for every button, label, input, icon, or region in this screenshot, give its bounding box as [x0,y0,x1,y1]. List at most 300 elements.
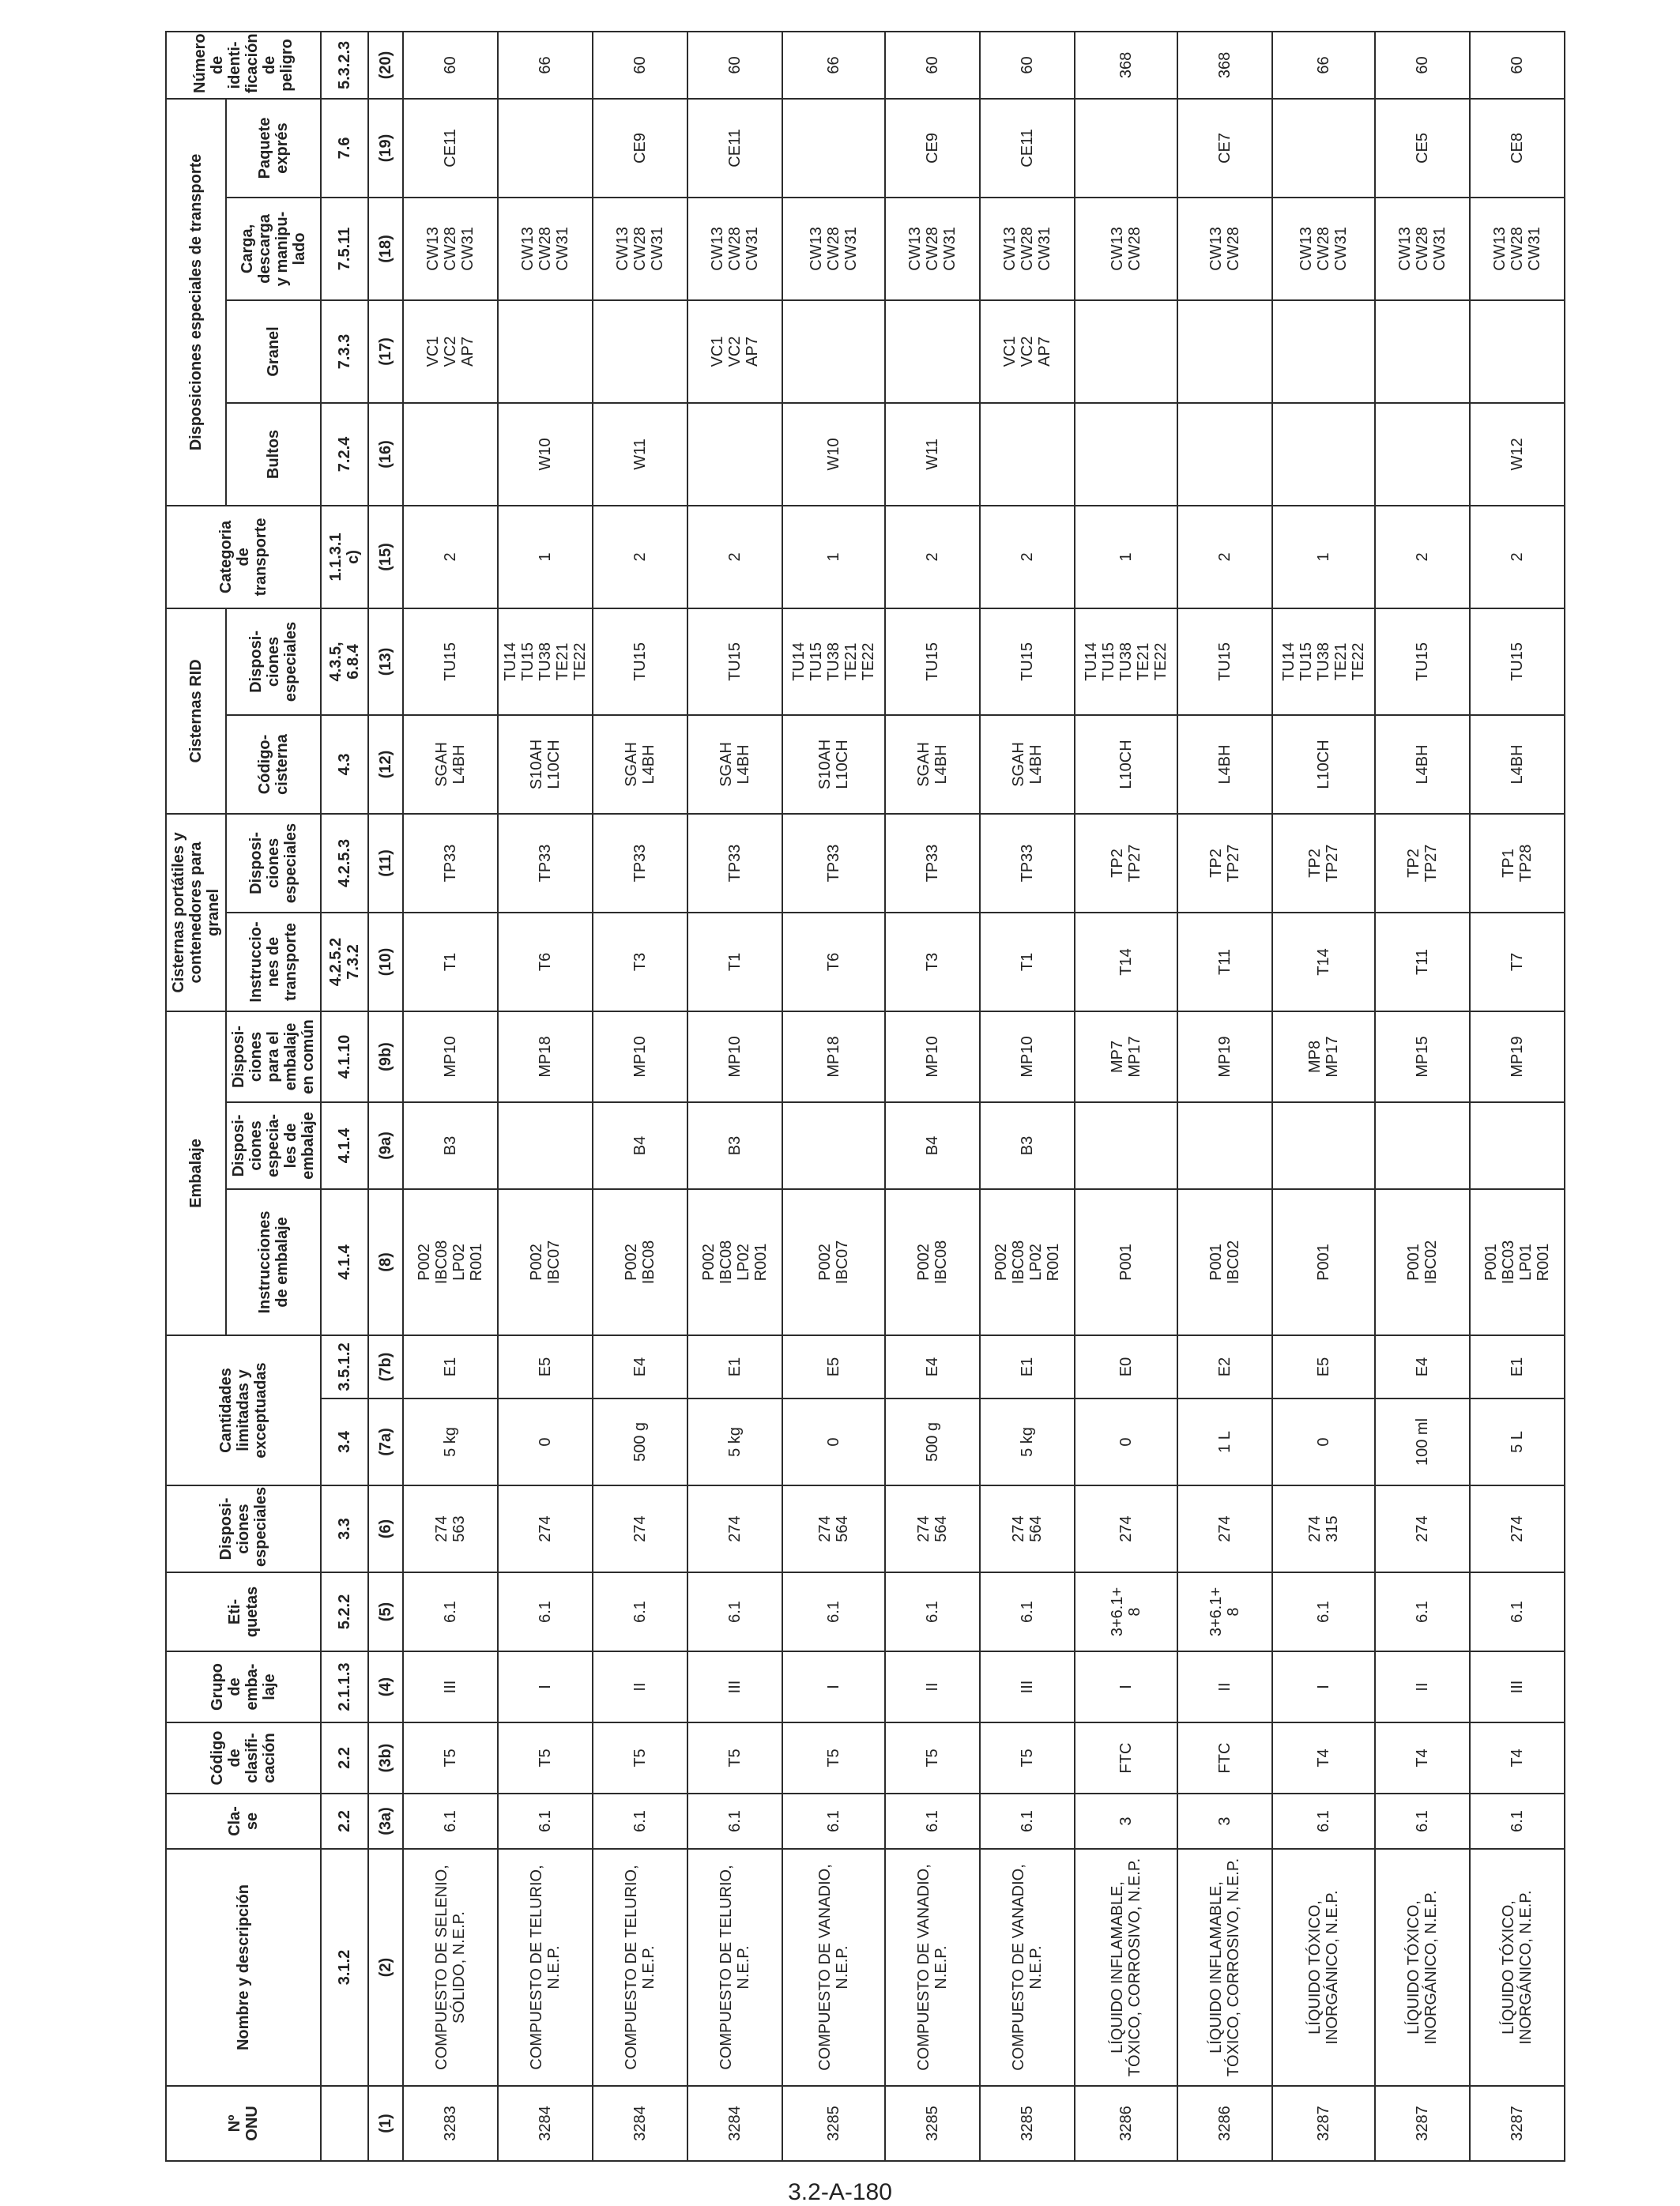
cell-portable-tank-provisions: TP2 TP27 [1272,814,1375,913]
header-un-number: Nº ONU [166,2086,321,2161]
cell-packages [1272,403,1375,506]
cell-tank-code: SGAH L4BH [403,715,498,814]
ref-row-excepted-quantity: 3.5.1.2 [321,1335,368,1399]
cell-limited-quantity: 5 L [1470,1399,1565,1485]
header-labels: Eti- quetas [166,1572,321,1651]
ref-row-un-number [321,2086,368,2161]
column-number-row-name: (2) [368,1849,403,2086]
header-packages: Bultos [226,403,321,506]
cell-class: 6.1 [687,1794,782,1849]
cell-loading-unloading: CW13 CW28 CW31 [687,198,782,300]
cell-packing-group: III [403,1651,498,1722]
cell-class: 6.1 [980,1794,1075,1849]
cell-transport-category: 1 [1272,506,1375,608]
dangerous-goods-table [165,31,1565,2162]
cell-bulk [885,300,980,403]
column-number-row-bulk: (17) [368,300,403,403]
cell-bulk [782,300,885,403]
cell-packing-instructions: P001 IBC02 [1177,1189,1272,1335]
cell-limited-quantity: 0 [782,1399,885,1485]
cell-hazard-number: 66 [498,32,593,99]
cell-labels: 6.1 [782,1572,885,1651]
cell-special-packing-provisions [498,1102,593,1189]
cell-packing-instructions: P002 IBC08 LP02 R001 [403,1189,498,1335]
cell-class: 3 [1177,1794,1272,1849]
cell-portable-tank-provisions: TP2 TP27 [1075,814,1177,913]
column-number-row-limited-quantity: (7a) [368,1399,403,1485]
cell-labels: 6.1 [980,1572,1075,1651]
cell-packing-group: II [1375,1651,1470,1722]
cell-name: LÍQUIDO TÓXICO, INORGÁNICO, N.E.P. [1375,1849,1470,2086]
cell-special-packing-provisions [1075,1102,1177,1189]
cell-classification-code: T5 [980,1722,1075,1794]
cell-name: LÍQUIDO TÓXICO, INORGÁNICO, N.E.P. [1272,1849,1375,2086]
cell-excepted-quantity: E5 [1272,1335,1375,1399]
cell-name: LÍQUIDO TÓXICO, INORGÁNICO, N.E.P. [1470,1849,1565,2086]
cell-labels: 6.1 [1375,1572,1470,1651]
table-row [1470,32,1565,2161]
cell-packing-instructions: P001 IBC02 [1375,1189,1470,1335]
ref-row-hazard-number: 5.3.2.3 [321,32,368,99]
cell-tank-code: S10AH L10CH [782,715,885,814]
cell-bulk [1470,300,1565,403]
header-packaging: Embalaje [166,1011,226,1335]
ref-row-tank-code: 4.3 [321,715,368,814]
cell-loading-unloading: CW13 CW28 CW31 [498,198,593,300]
cell-name: COMPUESTO DE VANADIO, N.E.P. [885,1849,980,2086]
cell-transport-instructions: T7 [1470,913,1565,1011]
cell-classification-code: T4 [1470,1722,1565,1794]
cell-un-number: 3283 [403,2086,498,2161]
header-rid-tank-special-provisions: Disposi- ciones especiales [226,608,321,715]
header-portable-tank-special-provisions: Disposi- ciones especiales [226,814,321,913]
cell-mixed-packing-provisions: MP18 [498,1011,593,1102]
header-name-description: Nombre y descripción [166,1849,321,2086]
cell-excepted-quantity: E0 [1075,1335,1177,1399]
cell-loading-unloading: CW13 CW28 [1075,198,1177,300]
cell-un-number: 3287 [1375,2086,1470,2161]
cell-packing-instructions: P002 IBC08 [593,1189,687,1335]
cell-packing-group: II [1177,1651,1272,1722]
table-row [593,32,687,2161]
cell-excepted-quantity: E1 [687,1335,782,1399]
cell-mixed-packing-provisions: MP15 [1375,1011,1470,1102]
column-number-row-packages: (16) [368,403,403,506]
cell-tank-code: L4BH [1375,715,1470,814]
cell-transport-category: 1 [782,506,885,608]
cell-packages: W11 [593,403,687,506]
cell-express-parcels: CE9 [593,99,687,198]
cell-tank-code: SGAH L4BH [885,715,980,814]
header-classification-code: Código de clasifi- cación [166,1722,321,1794]
cell-name: COMPUESTO DE TELURIO, N.E.P. [593,1849,687,2086]
ref-row-loading-unloading: 7.5.11 [321,198,368,300]
cell-rid-tank-provisions: TU15 [403,608,498,715]
cell-transport-category: 1 [498,506,593,608]
cell-class: 3 [1075,1794,1177,1849]
cell-packing-instructions: P001 [1075,1189,1177,1335]
cell-portable-tank-provisions: TP33 [498,814,593,913]
cell-hazard-number: 60 [687,32,782,99]
cell-labels: 6.1 [885,1572,980,1651]
table-row [1375,32,1470,2161]
column-number-row-classification-code: (3b) [368,1722,403,1794]
cell-bulk: VC1 VC2 AP7 [403,300,498,403]
cell-loading-unloading: CW13 CW28 CW31 [1375,198,1470,300]
header-portable-tanks: Cisternas portátiles y contenedores para granel [166,814,226,1011]
cell-limited-quantity: 500 g [593,1399,687,1485]
column-number-row [368,32,403,2161]
cell-packing-group: I [498,1651,593,1722]
cell-excepted-quantity: E1 [980,1335,1075,1399]
cell-express-parcels: CE11 [403,99,498,198]
cell-mixed-packing-provisions: MP10 [593,1011,687,1102]
cell-transport-instructions: T11 [1375,913,1470,1011]
cell-loading-unloading: CW13 CW28 CW31 [403,198,498,300]
column-number-row-hazard-number: (20) [368,32,403,99]
cell-mixed-packing-provisions: MP10 [885,1011,980,1102]
cell-rid-tank-provisions: TU15 [1177,608,1272,715]
column-number-row-rid-tank-provisions: (13) [368,608,403,715]
ref-row-special-provisions: 3.3 [321,1485,368,1572]
cell-express-parcels: CE9 [885,99,980,198]
column-number-row-class: (3a) [368,1794,403,1849]
cell-un-number: 3287 [1470,2086,1565,2161]
cell-limited-quantity: 1 L [1177,1399,1272,1485]
cell-special-provisions: 274 563 [403,1485,498,1572]
cell-transport-category: 2 [885,506,980,608]
cell-packing-instructions: P002 IBC08 LP02 R001 [980,1189,1075,1335]
cell-special-provisions: 274 [498,1485,593,1572]
cell-labels: 6.1 [1470,1572,1565,1651]
column-number-row-packing-group: (4) [368,1651,403,1722]
rotated-page-stage [159,0,1680,2141]
column-number-row-express-parcels: (19) [368,99,403,198]
cell-class: 6.1 [403,1794,498,1849]
cell-un-number: 3286 [1075,2086,1177,2161]
column-number-row-portable-tank-provisions: (11) [368,814,403,913]
cell-special-provisions: 274 [593,1485,687,1572]
cell-packing-instructions: P001 [1272,1189,1375,1335]
cell-rid-tank-provisions: TU15 [885,608,980,715]
cell-special-packing-provisions [1272,1102,1375,1189]
cell-hazard-number: 368 [1075,32,1177,99]
cell-transport-category: 2 [1375,506,1470,608]
cell-excepted-quantity: E2 [1177,1335,1272,1399]
cell-express-parcels: CE7 [1177,99,1272,198]
cell-portable-tank-provisions: TP33 [403,814,498,913]
cell-rid-tank-provisions: TU15 [980,608,1075,715]
table-row [403,32,498,2161]
cell-packing-instructions: P002 IBC08 [885,1189,980,1335]
cell-special-packing-provisions [782,1102,885,1189]
cell-special-provisions: 274 564 [980,1485,1075,1572]
cell-portable-tank-provisions: TP33 [980,814,1075,913]
ref-row-labels: 5.2.2 [321,1572,368,1651]
cell-classification-code: T5 [782,1722,885,1794]
cell-classification-code: T5 [687,1722,782,1794]
cell-labels: 6.1 [593,1572,687,1651]
cell-name: COMPUESTO DE VANADIO, N.E.P. [980,1849,1075,2086]
header-special-transport-provisions: Disposiciones especiales de transporte [166,99,226,506]
cell-packing-instructions: P001 IBC03 LP01 R001 [1470,1189,1565,1335]
cell-special-provisions: 274 [1075,1485,1177,1572]
cell-mixed-packing-provisions: MP19 [1177,1011,1272,1102]
ref-row-express-parcels: 7.6 [321,99,368,198]
cell-bulk: VC1 VC2 AP7 [687,300,782,403]
cell-loading-unloading: CW13 CW28 [1177,198,1272,300]
cell-transport-instructions: T11 [1177,913,1272,1011]
cell-excepted-quantity: E4 [593,1335,687,1399]
cell-portable-tank-provisions: TP2 TP27 [1375,814,1470,913]
header-packing-instructions: Instrucciones de embalaje [226,1189,321,1335]
cell-classification-code: T4 [1375,1722,1470,1794]
cell-limited-quantity: 100 ml [1375,1399,1470,1485]
cell-classification-code: T5 [498,1722,593,1794]
cell-packing-group: II [593,1651,687,1722]
cell-limited-quantity: 5 kg [980,1399,1075,1485]
cell-special-provisions: 274 564 [782,1485,885,1572]
cell-rid-tank-provisions: TU15 [687,608,782,715]
column-number-row-labels: (5) [368,1572,403,1651]
cell-excepted-quantity: E5 [782,1335,885,1399]
cell-mixed-packing-provisions: MP10 [687,1011,782,1102]
cell-name: COMPUESTO DE SELENIO, SÓLIDO, N.E.P. [403,1849,498,2086]
cell-classification-code: FTC [1177,1722,1272,1794]
header-special-provisions: Disposi- ciones especiales [166,1485,321,1572]
cell-transport-instructions: T3 [885,913,980,1011]
cell-tank-code: S10AH L10CH [498,715,593,814]
cell-express-parcels: CE11 [687,99,782,198]
cell-transport-instructions: T6 [498,913,593,1011]
cell-packing-group: III [1470,1651,1565,1722]
column-number-row-loading-unloading: (18) [368,198,403,300]
cell-excepted-quantity: E4 [885,1335,980,1399]
ref-row-packing-group: 2.1.1.3 [321,1651,368,1722]
cell-transport-instructions: T14 [1272,913,1375,1011]
table-row [687,32,782,2161]
cell-packing-group: I [1075,1651,1177,1722]
header-hazard-identification-number: Número de identi- ficación de peligro [166,32,321,99]
table-row [1075,32,1177,2161]
ref-row-limited-quantity: 3.4 [321,1399,368,1485]
cell-portable-tank-provisions: TP33 [782,814,885,913]
cell-labels: 6.1 [498,1572,593,1651]
cell-bulk: VC1 VC2 AP7 [980,300,1075,403]
cell-hazard-number: 66 [1272,32,1375,99]
cell-class: 6.1 [498,1794,593,1849]
cell-special-packing-provisions: B4 [885,1102,980,1189]
cell-excepted-quantity: E1 [1470,1335,1565,1399]
cell-packages [1177,403,1272,506]
cell-special-provisions: 274 564 [885,1485,980,1572]
cell-rid-tank-provisions: TU14 TU15 TU38 TE21 TE22 [1075,608,1177,715]
header-mixed-packing-provisions: Disposi- ciones para el embalaje en común [226,1011,321,1102]
cell-special-packing-provisions: B4 [593,1102,687,1189]
cell-special-packing-provisions [1375,1102,1470,1189]
cell-labels: 3+6.1+ 8 [1075,1572,1177,1651]
cell-packing-instructions: P002 IBC07 [782,1189,885,1335]
cell-limited-quantity: 0 [1075,1399,1177,1485]
cell-mixed-packing-provisions: MP10 [403,1011,498,1102]
cell-rid-tank-provisions: TU15 [1375,608,1470,715]
ref-row-special-packing-provisions: 4.1.4 [321,1102,368,1189]
cell-hazard-number: 60 [1375,32,1470,99]
cell-tank-code: L4BH [1177,715,1272,814]
cell-bulk [593,300,687,403]
cell-transport-instructions: T1 [980,913,1075,1011]
header-transport-category: Categoria de transporte [166,506,321,608]
table-row [1177,32,1272,2161]
cell-express-parcels: CE5 [1375,99,1470,198]
cell-hazard-number: 60 [885,32,980,99]
cell-tank-code: L4BH [1470,715,1565,814]
cell-packing-group: III [687,1651,782,1722]
cell-special-packing-provisions: B3 [980,1102,1075,1189]
cell-hazard-number: 60 [593,32,687,99]
cell-express-parcels [498,99,593,198]
column-number-row-special-packing-provisions: (9a) [368,1102,403,1189]
cell-class: 6.1 [885,1794,980,1849]
cell-packages [1375,403,1470,506]
cell-transport-instructions: T6 [782,913,885,1011]
cell-name: COMPUESTO DE TELURIO, N.E.P. [687,1849,782,2086]
cell-special-provisions: 274 315 [1272,1485,1375,1572]
cell-loading-unloading: CW13 CW28 CW31 [885,198,980,300]
cell-transport-category: 2 [687,506,782,608]
cell-excepted-quantity: E5 [498,1335,593,1399]
cell-name: LÍQUIDO INFLAMABLE, TÓXICO, CORROSIVO, N.E.P. [1177,1849,1272,2086]
cell-mixed-packing-provisions: MP7 MP17 [1075,1011,1177,1102]
cell-special-packing-provisions: B3 [403,1102,498,1189]
cell-packages: W10 [782,403,885,506]
cell-mixed-packing-provisions: MP8 MP17 [1272,1011,1375,1102]
cell-loading-unloading: CW13 CW28 CW31 [1470,198,1565,300]
cell-tank-code: L10CH [1272,715,1375,814]
cell-tank-code: L10CH [1075,715,1177,814]
cell-hazard-number: 60 [1470,32,1565,99]
cell-un-number: 3286 [1177,2086,1272,2161]
cell-packages: W10 [498,403,593,506]
cell-limited-quantity: 5 kg [403,1399,498,1485]
cell-un-number: 3284 [498,2086,593,2161]
ref-row-mixed-packing-provisions: 4.1.10 [321,1011,368,1102]
cell-transport-instructions: T3 [593,913,687,1011]
rotated-table-container [159,0,1552,2193]
column-number-row-packing-instructions: (8) [368,1189,403,1335]
cell-un-number: 3285 [782,2086,885,2161]
cell-un-number: 3285 [885,2086,980,2161]
cell-hazard-number: 66 [782,32,885,99]
ref-row-name: 3.1.2 [321,1849,368,2086]
cell-name: LÍQUIDO INFLAMABLE, TÓXICO, CORROSIVO, N.E.P. [1075,1849,1177,2086]
ref-row-packing-instructions: 4.1.4 [321,1189,368,1335]
cell-tank-code: SGAH L4BH [593,715,687,814]
cell-mixed-packing-provisions: MP19 [1470,1011,1565,1102]
page-number: 3.2-A-180 [788,2179,892,2205]
cell-hazard-number: 368 [1177,32,1272,99]
cell-packages: W12 [1470,403,1565,506]
header-loading-unloading: Carga, descarga y manipu- lado [226,198,321,300]
header-class: Cla- se [166,1794,321,1849]
cell-classification-code: T5 [885,1722,980,1794]
header-rid-tanks: Cisternas RID [166,608,226,814]
cell-tank-code: SGAH L4BH [687,715,782,814]
header-packing-group: Grupo de emba- laje [166,1651,321,1722]
ref-row-packages: 7.2.4 [321,403,368,506]
cell-rid-tank-provisions: TU14 TU15 TU38 TE21 TE22 [1272,608,1375,715]
cell-express-parcels [1272,99,1375,198]
table-row [980,32,1075,2161]
cell-tank-code: SGAH L4BH [980,715,1075,814]
cell-packing-group: I [782,1651,885,1722]
cell-express-parcels [782,99,885,198]
cell-labels: 3+6.1+ 8 [1177,1572,1272,1651]
cell-un-number: 3287 [1272,2086,1375,2161]
cell-packing-group: III [980,1651,1075,1722]
table-row [885,32,980,2161]
cell-portable-tank-provisions: TP33 [885,814,980,913]
cell-loading-unloading: CW13 CW28 CW31 [593,198,687,300]
cell-classification-code: FTC [1075,1722,1177,1794]
ref-row-classification-code: 2.2 [321,1722,368,1794]
cell-portable-tank-provisions: TP33 [593,814,687,913]
cell-special-packing-provisions [1470,1102,1565,1189]
column-number-row-un-number: (1) [368,2086,403,2161]
ref-row-transport-category: 1.1.3.1 c) [321,506,368,608]
cell-name: COMPUESTO DE TELURIO, N.E.P. [498,1849,593,2086]
cell-transport-category: 2 [403,506,498,608]
cell-rid-tank-provisions: TU15 [1470,608,1565,715]
cell-transport-instructions: T1 [403,913,498,1011]
cell-portable-tank-provisions: TP33 [687,814,782,913]
cell-classification-code: T5 [403,1722,498,1794]
cell-bulk [1075,300,1177,403]
cell-loading-unloading: CW13 CW28 CW31 [980,198,1075,300]
cell-special-packing-provisions: B3 [687,1102,782,1189]
cell-transport-category: 1 [1075,506,1177,608]
cell-mixed-packing-provisions: MP10 [980,1011,1075,1102]
column-number-row-excepted-quantity: (7b) [368,1335,403,1399]
cell-limited-quantity: 500 g [885,1399,980,1485]
header-limited-excepted-quantities: Cantidades limitadas y exceptuadas [166,1335,321,1485]
cell-labels: 6.1 [403,1572,498,1651]
header-bulk: Granel [226,300,321,403]
table-row [1272,32,1375,2161]
header-row-1 [166,32,226,2161]
column-number-row-mixed-packing-provisions: (9b) [368,1011,403,1102]
cell-excepted-quantity: E4 [1375,1335,1470,1399]
cell-labels: 6.1 [1272,1572,1375,1651]
cell-transport-instructions: T14 [1075,913,1177,1011]
cell-packages [980,403,1075,506]
cell-class: 6.1 [1470,1794,1565,1849]
cell-portable-tank-provisions: TP2 TP27 [1177,814,1272,913]
cell-transport-category: 2 [1177,506,1272,608]
cell-bulk [498,300,593,403]
cell-classification-code: T5 [593,1722,687,1794]
cell-mixed-packing-provisions: MP18 [782,1011,885,1102]
ref-row-portable-tank-provisions: 4.2.5.3 [321,814,368,913]
cell-hazard-number: 60 [980,32,1075,99]
header-express-parcels: Paquete exprés [226,99,321,198]
ref-row-bulk: 7.3.3 [321,300,368,403]
cell-un-number: 3284 [593,2086,687,2161]
cell-limited-quantity: 0 [1272,1399,1375,1485]
cell-loading-unloading: CW13 CW28 CW31 [1272,198,1375,300]
cell-bulk [1272,300,1375,403]
ref-row-rid-tank-provisions: 4.3.5, 6.8.4 [321,608,368,715]
